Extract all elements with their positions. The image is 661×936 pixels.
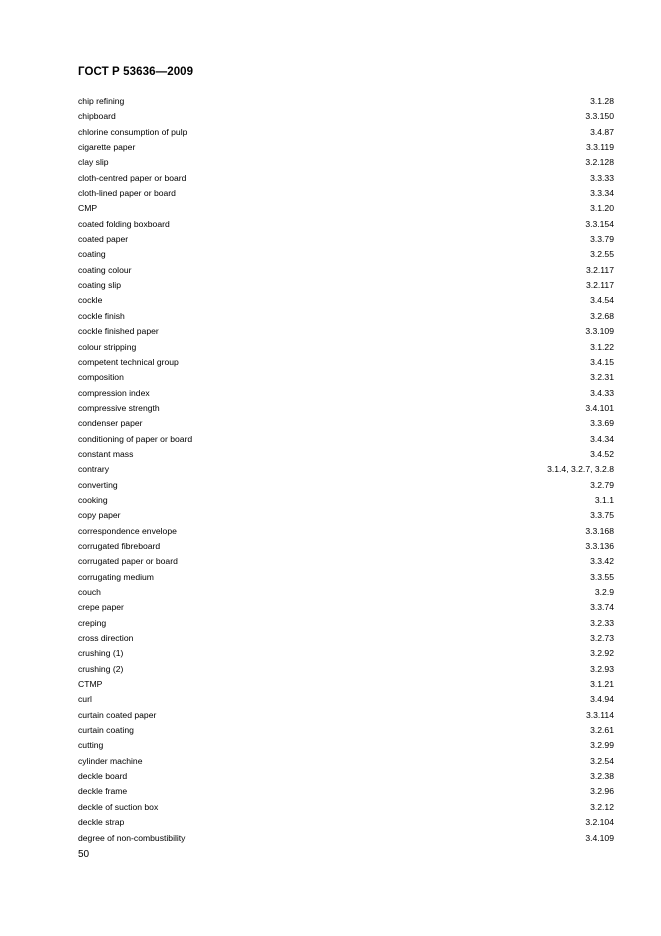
index-entry bbox=[78, 386, 614, 401]
index-reference: 3.1.4, 3.2.7, 3.2.8 bbox=[547, 464, 614, 475]
index-term: creping bbox=[78, 617, 107, 628]
index-entry bbox=[78, 662, 614, 677]
index-entry bbox=[78, 432, 614, 447]
index-entry bbox=[78, 738, 614, 753]
index-term: cigarette paper bbox=[78, 142, 136, 153]
index-reference: 3.4.87 bbox=[590, 126, 614, 137]
index-term: coating slip bbox=[78, 280, 121, 291]
index-term: deckle of suction box bbox=[78, 801, 159, 812]
index-reference: 3.3.34 bbox=[590, 188, 614, 199]
index-term: converting bbox=[78, 479, 118, 490]
index-reference: 3.2.79 bbox=[590, 479, 614, 490]
index-reference: 3.2.92 bbox=[590, 648, 614, 659]
index-term: copy paper bbox=[78, 510, 121, 521]
index-reference: 3.2.38 bbox=[590, 771, 614, 782]
index-reference: 3.3.119 bbox=[585, 142, 614, 153]
index-term: crushing (1) bbox=[78, 648, 124, 659]
index-reference: 3.2.33 bbox=[590, 617, 614, 628]
index-reference: 3.3.114 bbox=[585, 709, 614, 720]
index-term: CTMP bbox=[78, 679, 103, 690]
index-entry bbox=[78, 94, 614, 109]
index-term: cylinder machine bbox=[78, 755, 143, 766]
index-entry bbox=[78, 600, 614, 615]
index-term: corrugated paper or board bbox=[78, 556, 178, 567]
index-entry bbox=[78, 754, 614, 769]
index-term: coating colour bbox=[78, 264, 132, 275]
index-reference: 3.3.69 bbox=[590, 418, 614, 429]
index-entry bbox=[78, 201, 614, 216]
index-entry bbox=[78, 140, 614, 155]
index-reference: 3.2.96 bbox=[590, 786, 614, 797]
index-reference: 3.3.33 bbox=[590, 172, 614, 183]
index-entry bbox=[78, 247, 614, 262]
index-entry bbox=[78, 524, 614, 539]
index-term: chlorine consumption of pulp bbox=[78, 126, 188, 137]
index-term: cutting bbox=[78, 740, 104, 751]
index-term: degree of non-combustibility bbox=[78, 832, 186, 843]
index-reference: 3.2.12 bbox=[590, 801, 614, 812]
index-term: cloth-centred paper or board bbox=[78, 172, 187, 183]
index-entry bbox=[78, 340, 614, 355]
index-reference: 3.4.54 bbox=[590, 295, 614, 306]
index-term: condenser paper bbox=[78, 418, 143, 429]
index-reference: 3.2.93 bbox=[590, 663, 614, 674]
index-entry bbox=[78, 155, 614, 170]
index-reference: 3.3.74 bbox=[590, 602, 614, 613]
index-reference: 3.2.117 bbox=[585, 280, 614, 291]
index-entry bbox=[78, 309, 614, 324]
index-entry bbox=[78, 109, 614, 124]
standard-title: ГОСТ Р 53636—2009 bbox=[78, 66, 194, 78]
index-term: contrary bbox=[78, 464, 110, 475]
index-term: compressive strength bbox=[78, 402, 160, 413]
index-term: composition bbox=[78, 372, 124, 383]
index-entry bbox=[78, 677, 614, 692]
index-term: deckle board bbox=[78, 771, 128, 782]
index-reference: 3.3.154 bbox=[585, 218, 614, 229]
index-term: compression index bbox=[78, 387, 150, 398]
index-reference: 3.2.73 bbox=[590, 633, 614, 644]
index-term: coating bbox=[78, 249, 106, 260]
index-entry bbox=[78, 508, 614, 523]
index-entry bbox=[78, 416, 614, 431]
index-entry bbox=[78, 263, 614, 278]
index-term: colour stripping bbox=[78, 341, 137, 352]
index-reference: 3.3.42 bbox=[590, 556, 614, 567]
index-reference: 3.2.31 bbox=[590, 372, 614, 383]
index-term: conditioning of paper or board bbox=[78, 433, 193, 444]
index-term: clay slip bbox=[78, 157, 109, 168]
index-entry bbox=[78, 293, 614, 308]
index-term: corrugating medium bbox=[78, 571, 154, 582]
index-reference: 3.2.55 bbox=[590, 249, 614, 260]
index-reference: 3.4.15 bbox=[590, 356, 614, 367]
index-term: cooking bbox=[78, 494, 108, 505]
index-term: crushing (2) bbox=[78, 663, 124, 674]
index-entry bbox=[78, 447, 614, 462]
index-entry bbox=[78, 554, 614, 569]
index-entry bbox=[78, 462, 614, 477]
index-entry bbox=[78, 646, 614, 661]
index-entry bbox=[78, 692, 614, 707]
index-entry bbox=[78, 478, 614, 493]
index-entry bbox=[78, 723, 614, 738]
index-term: curtain coating bbox=[78, 725, 134, 736]
index-reference: 3.4.94 bbox=[590, 694, 614, 705]
index-term: cloth-lined paper or board bbox=[78, 188, 176, 199]
index-reference: 3.1.22 bbox=[590, 341, 614, 352]
index-reference: 3.2.128 bbox=[585, 157, 614, 168]
index-term: CMP bbox=[78, 203, 98, 214]
index-entry bbox=[78, 539, 614, 554]
index-reference: 3.4.52 bbox=[590, 448, 614, 459]
index-entry bbox=[78, 370, 614, 385]
index-reference: 3.2.68 bbox=[590, 310, 614, 321]
index-reference: 3.1.20 bbox=[590, 203, 614, 214]
index-term: constant mass bbox=[78, 448, 134, 459]
index-term: crepe paper bbox=[78, 602, 124, 613]
document-header bbox=[78, 66, 193, 78]
index-reference: 3.3.136 bbox=[585, 540, 614, 551]
index-term: cockle finished paper bbox=[78, 326, 159, 337]
index-term: cross direction bbox=[78, 633, 134, 644]
index-reference: 3.2.54 bbox=[590, 755, 614, 766]
index-entry bbox=[78, 800, 614, 815]
index-term: competent technical group bbox=[78, 356, 179, 367]
index-reference: 3.3.168 bbox=[585, 525, 614, 536]
index-entry bbox=[78, 769, 614, 784]
index-reference: 3.1.21 bbox=[590, 679, 614, 690]
index-term: coated paper bbox=[78, 234, 129, 245]
index-entry bbox=[78, 570, 614, 585]
index-entry bbox=[78, 585, 614, 600]
index-term: deckle strap bbox=[78, 817, 125, 828]
index-reference: 3.2.117 bbox=[585, 264, 614, 275]
index-term: curl bbox=[78, 694, 92, 705]
index-reference: 3.3.150 bbox=[585, 111, 614, 122]
index-reference: 3.3.75 bbox=[590, 510, 614, 521]
index-term: curtain coated paper bbox=[78, 709, 157, 720]
index-term: cockle bbox=[78, 295, 103, 306]
index-entry bbox=[78, 815, 614, 830]
index-term: couch bbox=[78, 587, 101, 597]
index-reference: 3.4.101 bbox=[585, 402, 614, 413]
term-index-list bbox=[78, 94, 614, 846]
index-term: cockle finish bbox=[78, 310, 125, 321]
index-reference: 3.2.61 bbox=[590, 725, 614, 736]
index-entry bbox=[78, 493, 614, 508]
index-entry bbox=[78, 217, 614, 232]
index-reference: 3.4.33 bbox=[590, 387, 614, 398]
index-entry bbox=[78, 401, 614, 416]
index-entry bbox=[78, 631, 614, 646]
index-reference: 3.4.109 bbox=[585, 832, 614, 843]
index-reference: 3.2.104 bbox=[585, 817, 614, 828]
index-term: corrugated fibreboard bbox=[78, 540, 161, 551]
index-term: chip refining bbox=[78, 96, 125, 106]
index-reference: 3.3.109 bbox=[585, 326, 614, 337]
index-reference: 3.4.34 bbox=[590, 433, 614, 444]
index-entry bbox=[78, 324, 614, 339]
index-reference: 3.1.28 bbox=[590, 96, 614, 106]
index-reference: 3.3.79 bbox=[590, 234, 614, 245]
index-entry bbox=[78, 278, 614, 293]
index-reference: 3.3.55 bbox=[590, 571, 614, 582]
index-entry bbox=[78, 232, 614, 247]
index-entry bbox=[78, 831, 614, 846]
index-entry bbox=[78, 616, 614, 631]
index-reference: 3.2.99 bbox=[590, 740, 614, 751]
index-entry bbox=[78, 171, 614, 186]
index-entry bbox=[78, 125, 614, 140]
index-term: deckle frame bbox=[78, 786, 128, 797]
index-term: coated folding boxboard bbox=[78, 218, 170, 229]
index-reference: 3.2.9 bbox=[594, 587, 614, 597]
page-number: 50 bbox=[78, 849, 90, 860]
index-reference: 3.1.1 bbox=[594, 494, 614, 505]
index-entry bbox=[78, 784, 614, 799]
index-term: chipboard bbox=[78, 111, 116, 122]
index-entry bbox=[78, 355, 614, 370]
index-entry bbox=[78, 186, 614, 201]
index-entry bbox=[78, 708, 614, 723]
index-term: correspondence envelope bbox=[78, 525, 177, 536]
